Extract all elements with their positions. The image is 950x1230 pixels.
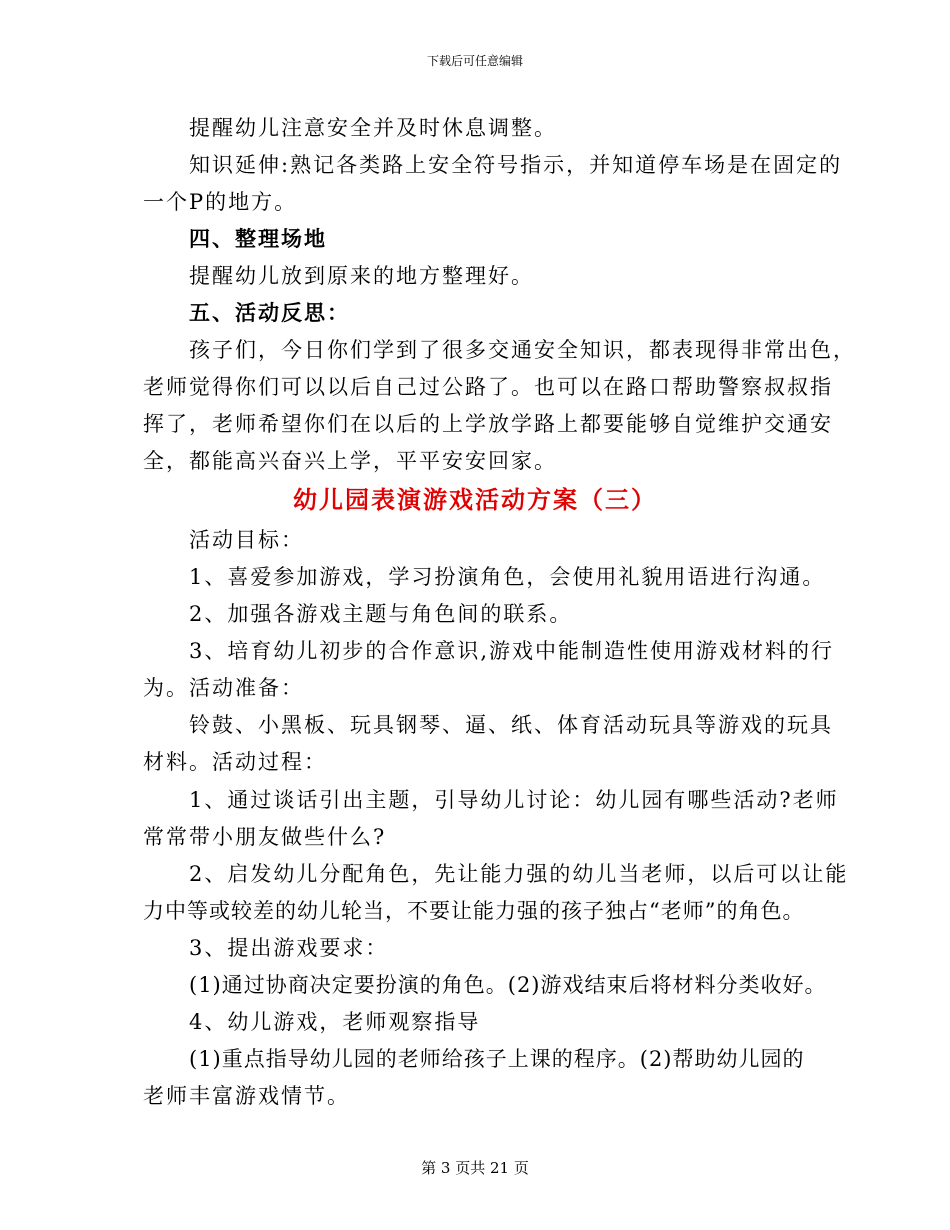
process-step-4: 4、幼儿游戏，老师观察指导 <box>189 1010 481 1034</box>
goal-item-1: 1、喜爱参加游戏，学习扮演角色，会使用礼貌用语进行沟通。 <box>189 565 826 589</box>
section-title: 幼儿园表演游戏活动方案（三） <box>293 486 657 514</box>
heading-tidy-venue: 四、整理场地 <box>189 227 327 251</box>
paragraph-knowledge-extension: 知识延伸:熟记各类路上安全符号指示，并知道停车场是在固定的 <box>189 153 843 177</box>
process-step-2-cont: 力中等或较差的幼儿轮当，不要让能力强的孩子独占“老师”的角色。 <box>143 899 805 923</box>
process-step-4-detail: (1)重点指导幼儿园的老师给孩子上课的程序。(2)帮助幼儿园的 <box>189 1047 805 1071</box>
preparation-materials-cont: 材料。活动过程： <box>143 750 327 774</box>
paragraph-knowledge-extension-cont: 一个P的地方。 <box>143 190 298 214</box>
paragraph-reflection-3: 挥了，老师希望你们在以后的上学放学路上都要能够自觉维护交通安 <box>143 412 833 436</box>
process-step-1: 1、通过谈话引出主题，引导幼儿讨论：幼儿园有哪些活动?老师 <box>189 788 839 812</box>
paragraph-safety-reminder: 提醒幼儿注意安全并及时休息调整。 <box>189 116 557 140</box>
goals-label: 活动目标： <box>189 528 304 552</box>
goal-item-2: 2、加强各游戏主题与角色间的联系。 <box>189 602 573 626</box>
process-step-3-detail: (1)通过协商决定要扮演的角色。(2)游戏结束后将材料分类收好。 <box>189 973 827 997</box>
process-step-3: 3、提出游戏要求： <box>189 936 389 960</box>
page-header: 下载后可任意编辑 <box>426 54 523 68</box>
paragraph-reflection-2: 老师觉得你们可以以后自己过公路了。也可以在路口帮助警察叔叔指 <box>143 375 833 399</box>
preparation-materials: 铃鼓、小黑板、玩具钢琴、逼、纸、体育活动玩具等游戏的玩具 <box>189 713 833 737</box>
paragraph-reflection-1: 孩子们，今日你们学到了很多交通安全知识，都表现得非常出色， <box>189 338 856 362</box>
process-step-4-detail-cont: 老师丰富游戏情节。 <box>143 1084 350 1108</box>
goal-item-3: 3、培育幼儿初步的合作意识,游戏中能制造性使用游戏材料的行 <box>189 639 835 663</box>
paragraph-reflection-4: 全，都能高兴奋兴上学，平平安安回家。 <box>143 449 557 473</box>
paragraph-tidy-up: 提醒幼儿放到原来的地方整理好。 <box>189 264 534 288</box>
process-step-1-cont: 常常带小朋友做些什么? <box>143 825 387 849</box>
process-step-2: 2、启发幼儿分配角色，先让能力强的幼儿当老师，以后可以让能 <box>189 862 849 886</box>
page-footer: 第 3 页共 21 页 <box>421 1159 529 1177</box>
heading-reflection: 五、活动反思： <box>189 301 350 325</box>
goal-item-3-cont: 为。活动准备： <box>143 676 304 700</box>
